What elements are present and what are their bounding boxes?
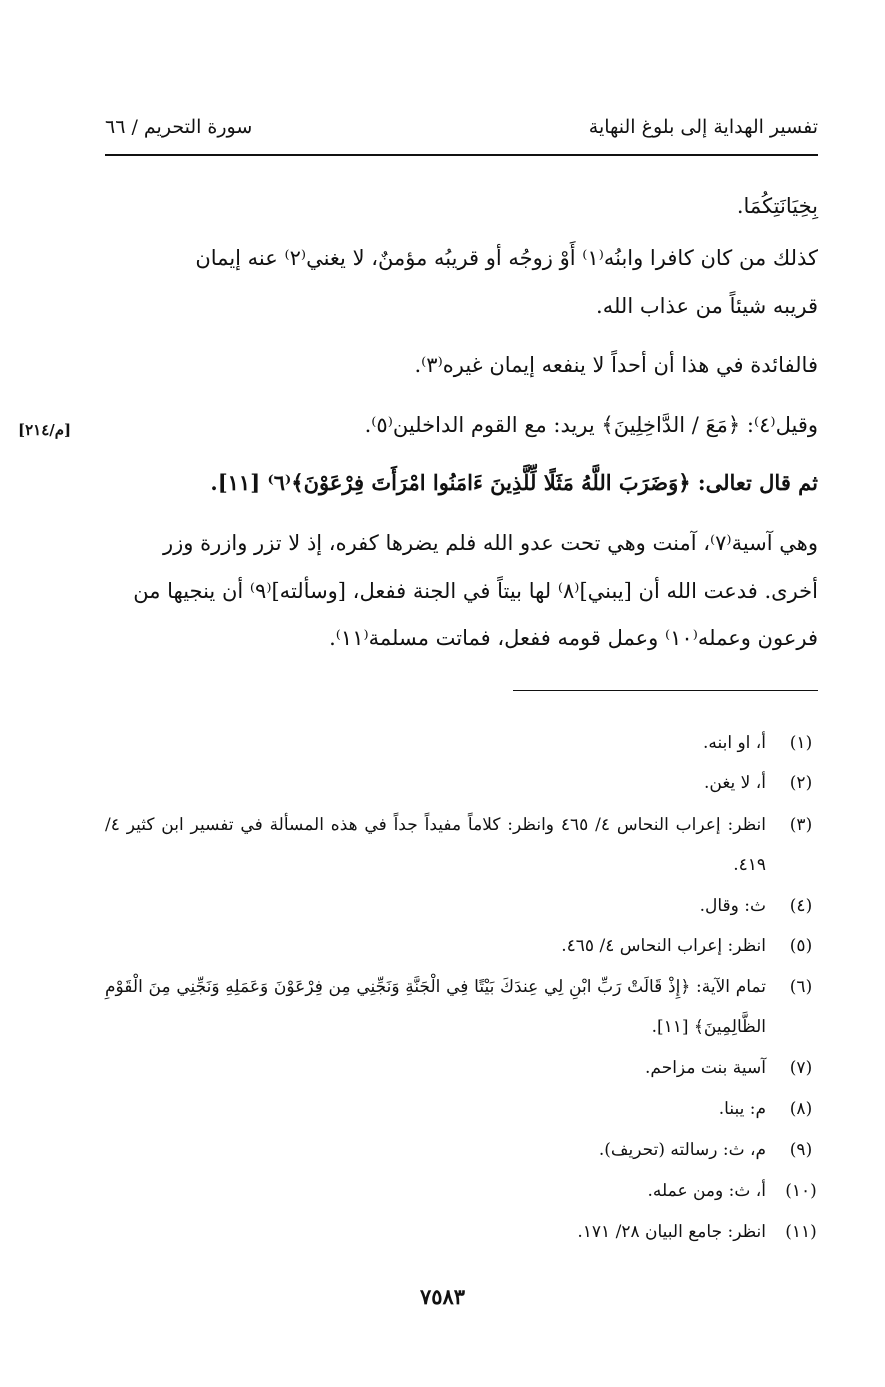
- footnote-number: (٤): [789, 896, 813, 916]
- manuscript-page-ref: [م/٢١٤]: [18, 421, 72, 439]
- footnote-number: (٨): [789, 1099, 813, 1119]
- footnote-text: أ، او ابنه.: [702, 733, 766, 753]
- paragraph-2: فالفائدة في هذا أن أحداً لا ينفعه إيمان غيره⁽٣⁾.: [414, 353, 818, 377]
- footnote-number: (١): [789, 733, 813, 753]
- footnote-number: (١١): [785, 1222, 817, 1242]
- footnote-number: (٧): [789, 1058, 813, 1078]
- footnote-number: (١٠): [785, 1181, 817, 1201]
- page-number: ٧٥٨٣: [419, 1284, 466, 1309]
- page-header: [105, 112, 818, 150]
- footnote-text: آسية بنت مزاحم.: [644, 1058, 766, 1078]
- paragraph-1-line-1: كذلك من كان كافرا وابنُه⁽١⁾ أَوْ زوجُه أو قريبُه مؤمنٌ، لا يغني⁽٢⁾ عنه إيمان: [195, 246, 818, 270]
- paragraph-1-line-2: قريبه شيئاً من عذاب الله.: [596, 294, 818, 318]
- paragraph-3: وقيل⁽٤⁾: ﴿مَعَ / الدَّاخِلِينَ﴾ يريد: مع القوم الداخلين⁽٥⁾.: [364, 413, 818, 437]
- footnote-text: انظر: إعراب النحاس ٤/ ٤٦٥ وانظر: كلاماً مفيداً جداً في هذه المسألة في تفسير ابن كثير ٤/ ٤١٩.: [105, 815, 766, 875]
- footnote-number: (٣): [789, 815, 813, 835]
- footnote-text: م: يبنا.: [718, 1099, 766, 1119]
- footnote-text: انظر: جامع البيان ٢٨/ ١٧١.: [577, 1222, 766, 1242]
- paragraph-0: بِخِيَانَتِكُمَا.: [736, 194, 818, 218]
- footnote-divider: [513, 690, 818, 691]
- footnote-number: (٢): [789, 773, 813, 793]
- footnote-number: (٥): [789, 936, 813, 956]
- book-title: تفسير الهداية إلى بلوغ النهاية: [588, 116, 818, 138]
- footnote-text: أ، ث: ومن عمله.: [647, 1181, 766, 1201]
- footnote-number: (٦): [789, 977, 813, 997]
- surah-info: سورة التحريم / ٦٦: [105, 116, 253, 138]
- footnote-text: ث: وقال.: [699, 896, 766, 916]
- paragraph-5-line-2: أخرى. فدعت الله أن [يبني]⁽٨⁾ لها بيتاً في الجنة ففعل، [وسألته]⁽٩⁾ أن ينجيها من: [133, 579, 818, 603]
- paragraph-5-line-3: فرعون وعمله⁽١٠⁾ وعمل قومه ففعل، فماتت مسلمة⁽١١⁾.: [329, 626, 818, 650]
- footnote-text: م، ث: رسالته (تحريف).: [598, 1140, 766, 1160]
- paragraph-5-line-1: وهي آسية⁽٧⁾، آمنت وهي تحت عدو الله فلم يضرها كفره، إذ لا تزر وازرة وزر: [163, 531, 818, 555]
- footnote-text: انظر: إعراب النحاس ٤/ ٤٦٥.: [561, 936, 766, 956]
- header-divider: [105, 154, 818, 156]
- paragraph-4: ثم قال تعالى: ﴿وَضَرَبَ اللَّهُ مَثَلًا لِّلَّذِينَ ءَامَنُوا امْرَأَتَ فِرْعَوْنَ﴾⁽٦⁾ [١١].: [210, 470, 818, 495]
- footnote-number: (٩): [789, 1140, 813, 1160]
- footnote-text: تمام الآية: ﴿إِذْ قَالَتْ رَبِّ ابْنِ لِي عِندَكَ بَيْتًا فِي الْجَنَّةِ وَنَجِّنِي مِن فِرْعَوْنَ وَعَمَلِهِ وَنَجِّنِي مِنَ الْقَوْمِ الظَّالِمِينَ﴾ [١١].: [105, 977, 766, 1037]
- footnote-text: أ، لا يغن.: [704, 773, 766, 793]
